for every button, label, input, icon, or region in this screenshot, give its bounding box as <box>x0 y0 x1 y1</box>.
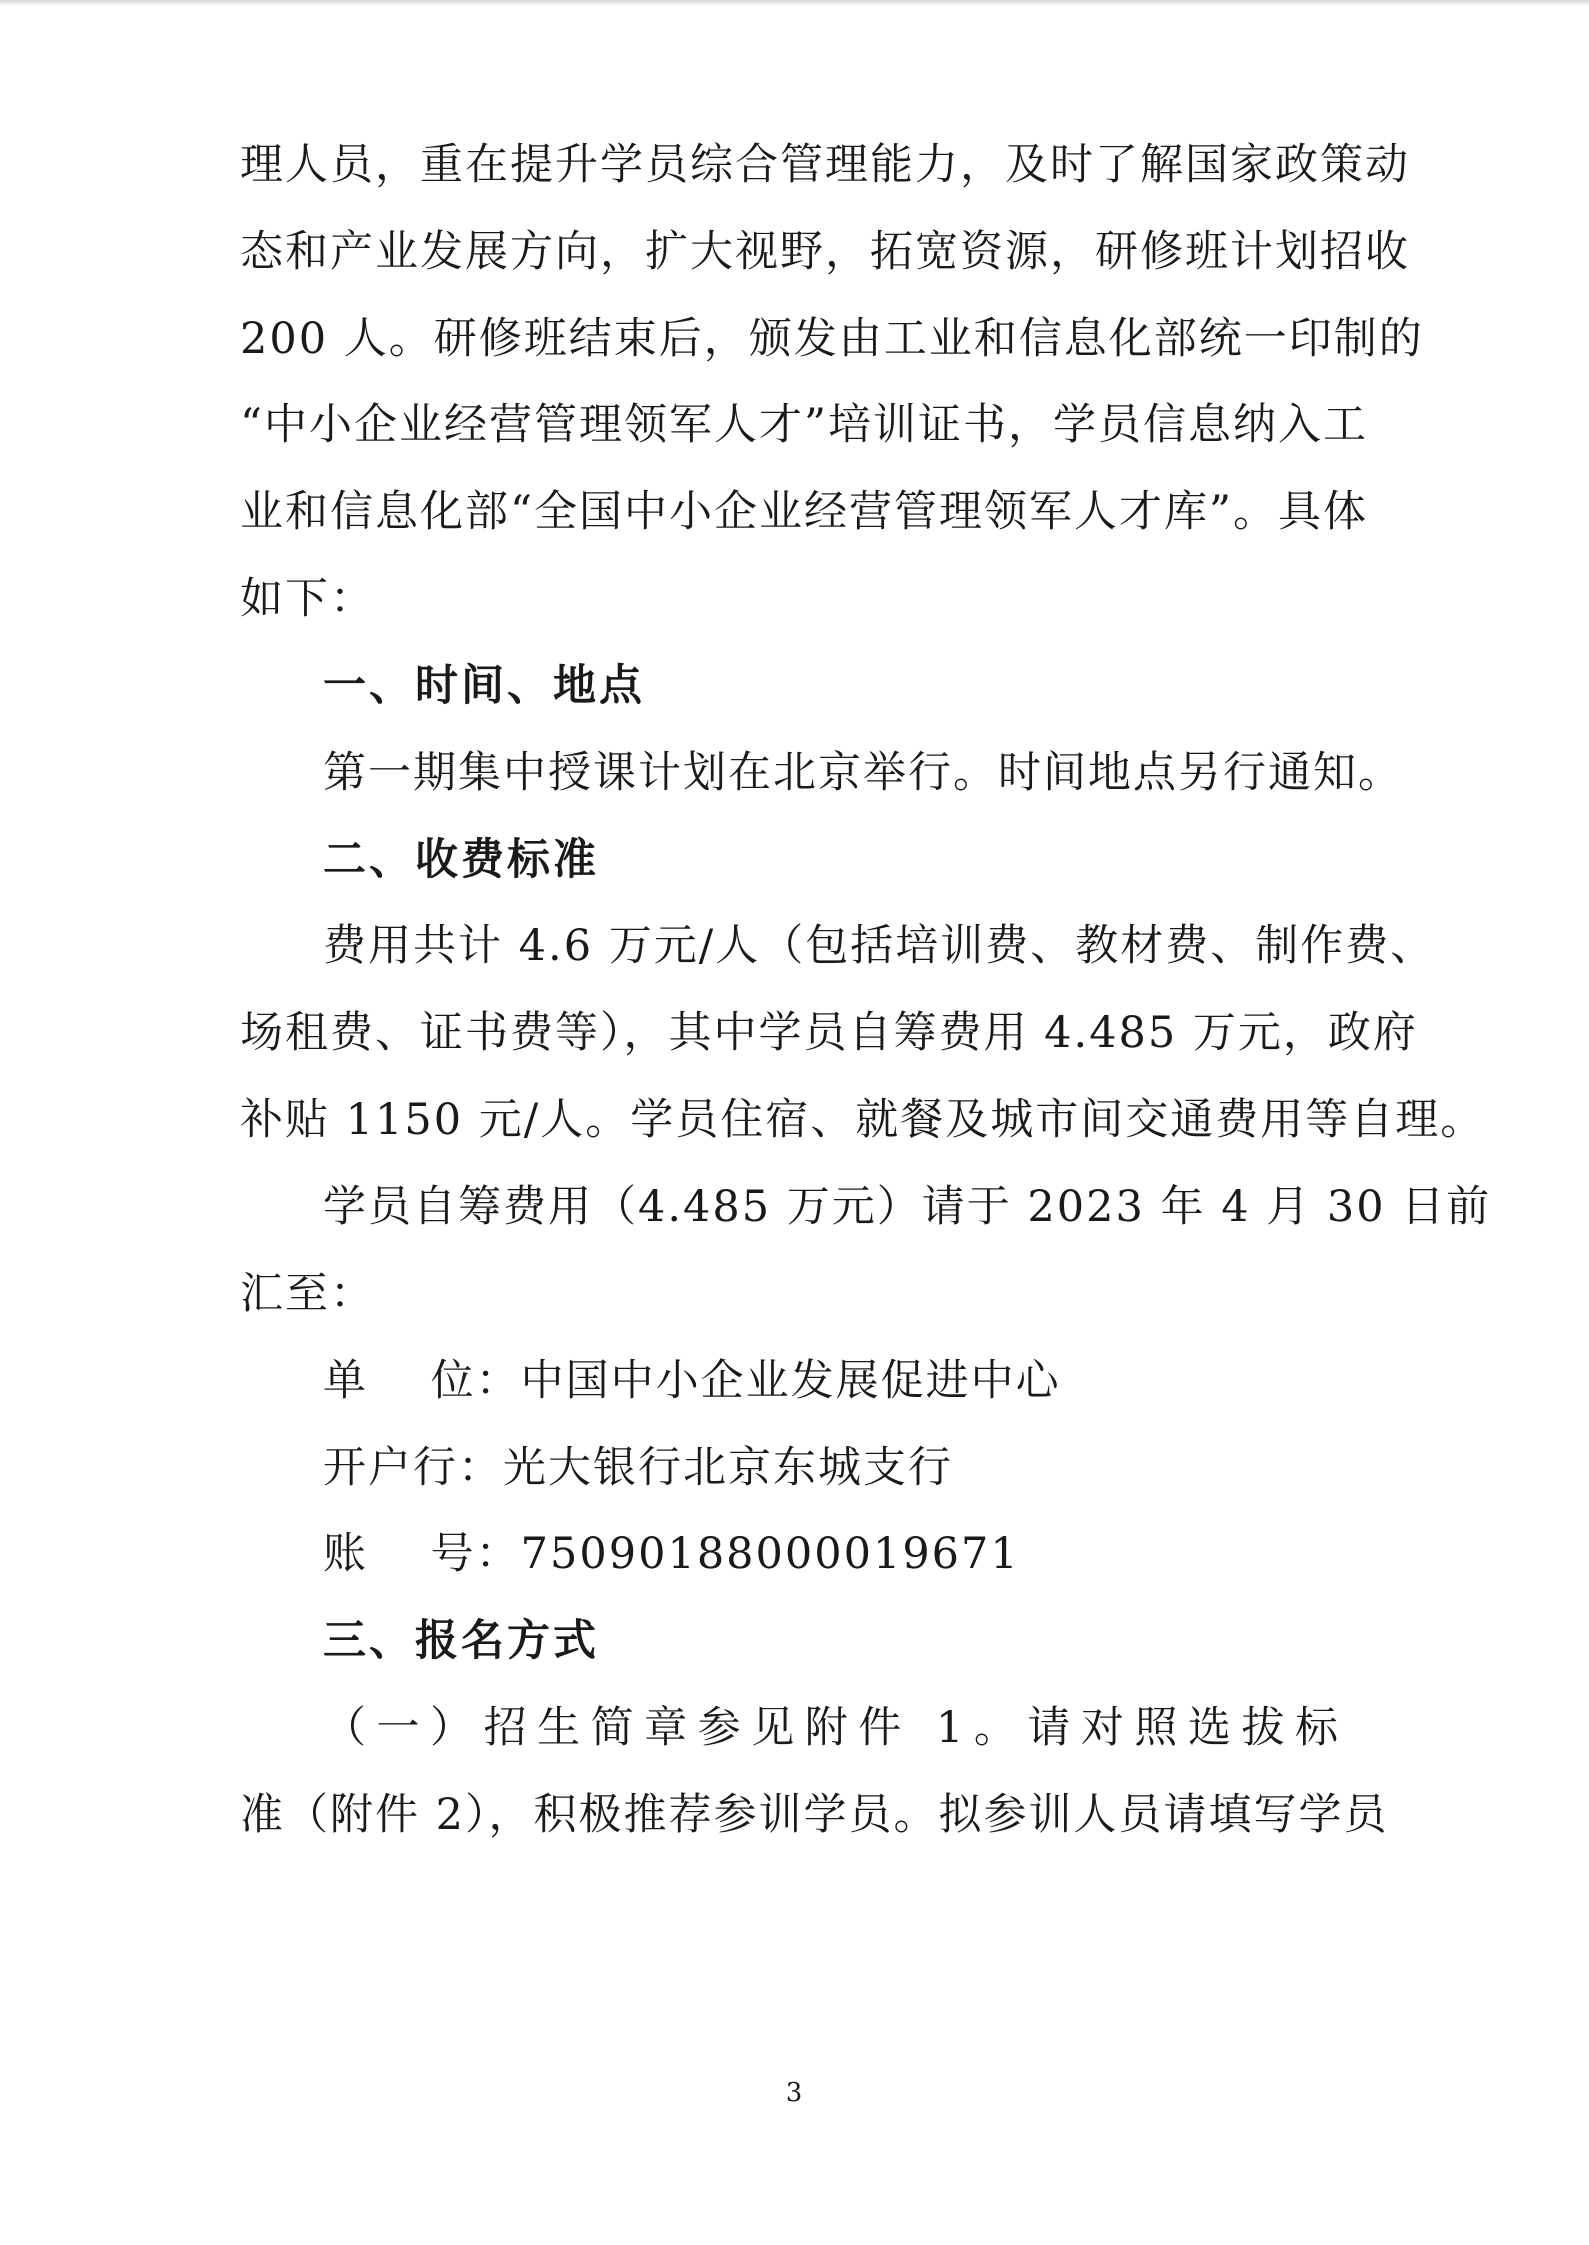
fees-para1-line1: 费用共计 4.6 万元/人（包括培训费、教材费、制作费、 <box>323 921 1436 971</box>
body-line-1: 理人员，重在提升学员综合管理能力，及时了解国家政策动 <box>240 140 1410 190</box>
section1-body: 第一期集中授课计划在北京举行。时间地点另行通知。 <box>323 748 1403 798</box>
body-line-2: 态和产业发展方向，扩大视野，拓宽资源，研修班计划招收 <box>240 227 1410 277</box>
section-heading-time-location: 一、时间、地点 <box>323 661 645 711</box>
fees-para1-line2: 场租费、证书费等），其中学员自筹费用 4.485 万元，政府 <box>240 1008 1418 1058</box>
payee-account: 账 号：75090188000019671 <box>323 1529 1020 1579</box>
scan-edge <box>0 0 1589 6</box>
section-heading-registration: 三、报名方式 <box>323 1616 599 1666</box>
fees-para1-line3: 补贴 1150 元/人。学员住宿、就餐及城市间交通费用等自理。 <box>240 1095 1486 1145</box>
body-line-3: 200 人。研修班结束后，颁发由工业和信息化部统一印制的 <box>240 314 1424 364</box>
page-number: 3 <box>785 2078 803 2108</box>
body-line-5: 业和信息化部“全国中小企业经营管理领军人才库”。具体 <box>240 487 1368 537</box>
payee-bank: 开户行：光大银行北京东城支行 <box>323 1443 953 1493</box>
section-heading-fees: 二、收费标准 <box>323 835 599 885</box>
registration-line1: （一）招生简章参见附件 1。请对照选拔标 <box>323 1703 1340 1753</box>
fees-para2-line2: 汇至： <box>240 1269 375 1319</box>
registration-line2: 准（附件 2），积极推荐参训学员。拟参训人员请填写学员 <box>240 1790 1389 1840</box>
body-line-6: 如下： <box>240 574 375 624</box>
fees-para2-line1: 学员自筹费用（4.485 万元）请于 2023 年 4 月 30 日前 <box>323 1182 1492 1232</box>
payee-unit: 单 位：中国中小企业发展促进中心 <box>323 1356 1061 1406</box>
body-line-4: “中小企业经营管理领军人才”培训证书，学员信息纳入工 <box>240 400 1368 450</box>
